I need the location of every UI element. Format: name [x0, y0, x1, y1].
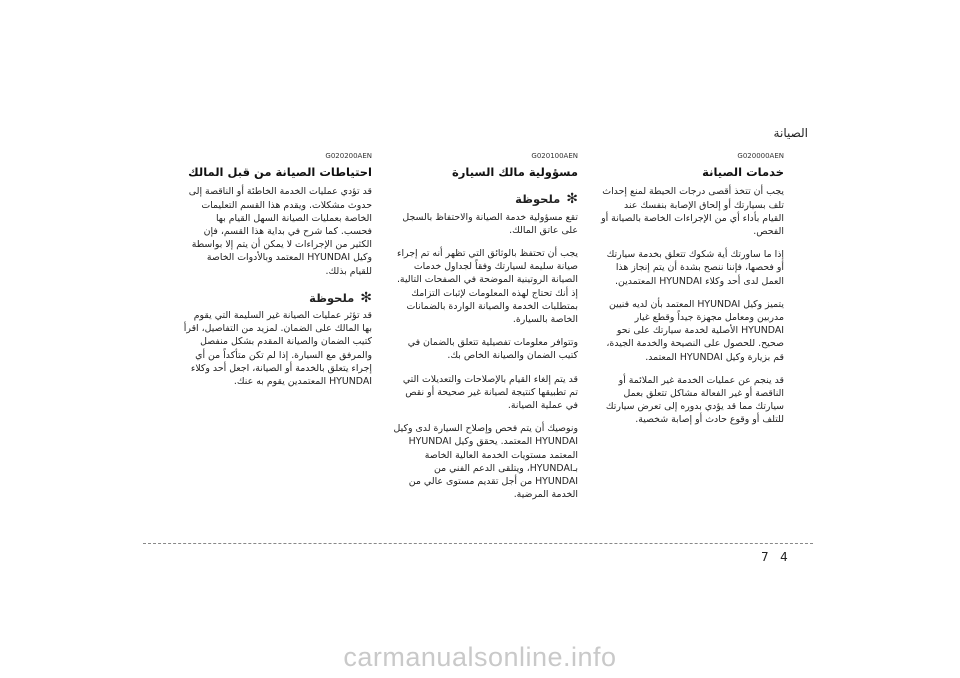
- section-code: G020000AEN: [737, 152, 784, 160]
- note-label: ملحوظة: [309, 290, 355, 305]
- paragraph: تقع مسؤولية خدمة الصيانة والاحتفاظ بالسجل على عاتق المالك.: [402, 211, 578, 236]
- section-title: احتياطات الصيانة من قبل المالك: [188, 165, 372, 180]
- asterisk-icon: ✻: [360, 289, 372, 306]
- paragraph: قد تؤثر عمليات الصيانة غير السليمة التي يقوم بها المالك على الضمان. لمزيد من التفاصيل، اقرأ كتيب الضمان والصيانة المقدم بشكل منفصل والمرفق مع السيارة. إذا لم تكن متأكداً من أي إجراء يتعلق بالخدمة أو الصيانة، اجعل أحد وكلاء HYUNDAI المعتمدين يقوم به عنك.: [183, 310, 372, 388]
- note-heading: [182, 289, 372, 306]
- paragraph: إذا ما ساورتك أية شكوك تتعلق بخدمة سيارتك أو فحصها، فإننا ننصح بشدة أن يتم إنجاز هذا العمل لدى أحد وكلاء HYUNDAI المعتمدين.: [606, 249, 784, 287]
- column-right: [600, 150, 784, 437]
- asterisk-icon: ✻: [566, 191, 578, 208]
- chapter-number: 4: [780, 550, 788, 564]
- column-left: [182, 150, 372, 398]
- note-label: ملحوظة: [515, 192, 561, 207]
- paragraph: يجب أن تحتفظ بالوثائق التي تظهر أنه تم إجراء صيانة سليمة لسيارتك وفقاً لجداول خدمات الصيانة الروتينية الموضحة في الصفحات التالية. إذ أنك تحتاج لهذه المعلومات لإثبات التزامك بمتطلبات الخدمة والصيانة الواردة بالضمانات الخاصة بالسيارة.: [396, 248, 578, 326]
- paragraph: وتتوافر معلومات تفصيلية تتعلق بالضمان في كتيب الضمان والصيانة الخاص بك.: [407, 337, 578, 362]
- watermark: carmanualsonline.info: [343, 642, 617, 672]
- paragraph: يتميز وكيل HYUNDAI المعتمد بأن لديه فنيين مدربين ومعامل مجهزة جيداً وقطع غيار HYUNDAI الأصلية لخدمة سيارتك على نحو صحيح. للحصول على النصيحة والخدمة الجيدة، قم بزيارة وكيل HYUNDAI المعتمد.: [606, 298, 784, 363]
- note-heading: [392, 193, 578, 206]
- section-title: مسؤولية مالك السيارة: [451, 165, 578, 180]
- section-code: G020200AEN: [325, 152, 372, 160]
- column-middle: [392, 150, 578, 511]
- section-code: G020100AEN: [531, 152, 578, 160]
- paragraph: قد يتم إلغاء القيام بالإصلاحات والتعديلات التي تم تطبيقها كنتيجة لصيانة غير صحيحة أو نقص في عملية الصيانة.: [402, 373, 578, 412]
- page-number-value: 7: [761, 550, 769, 564]
- paragraph: يجب أن تتخذ أقصى درجات الحيطة لمنع إحداث تلف بسيارتك أو إلحاق الإصابة بنفسك عند القيام بأداء أي من الإجراءات الخاصة بالصيانة أو الفحص.: [601, 186, 784, 238]
- section-title: خدمات الصيانة: [702, 165, 784, 180]
- paragraph: قد تؤدي عمليات الخدمة الخاطئة أو الناقصة إلى حدوث مشكلات. ويقدم هذا القسم التعليمات الخاصة بعمليات الصيانة السهل القيام بها فحسب. كما شرح في بداية هذا القسم، فإن الكثير من الإجراءات لا يمكن أن يتم إلا بواسطة وكيل HYUNDAI المعتمد وبالأدوات الخاصة للقيام بذلك.: [188, 186, 372, 277]
- paragraph: ونوصيك أن يتم فحص وإصلاح السيارة لدى وكيل HYUNDAI المعتمد. يحقق وكيل HYUNDAI المعتمد مستويات الخدمة العالية الخاصة بـHYUNDAI، ويتلقى الدعم الفني من HYUNDAI من أجل تقديم مستوى عالي من الخدمة المرضية.: [393, 423, 578, 501]
- footer-divider: [143, 543, 813, 544]
- paragraph: قد ينجم عن عمليات الخدمة غير الملائمة أو الناقصة أو غير الفعالة مشاكل تتعلق بعمل سيارتك مما قد يؤدي بدوره إلى تعرض سيارتك للتلف أو وقوع حادث أو إصابة شخصية.: [605, 374, 784, 426]
- page-number: [761, 550, 788, 564]
- running-head: الصيانة: [773, 126, 808, 140]
